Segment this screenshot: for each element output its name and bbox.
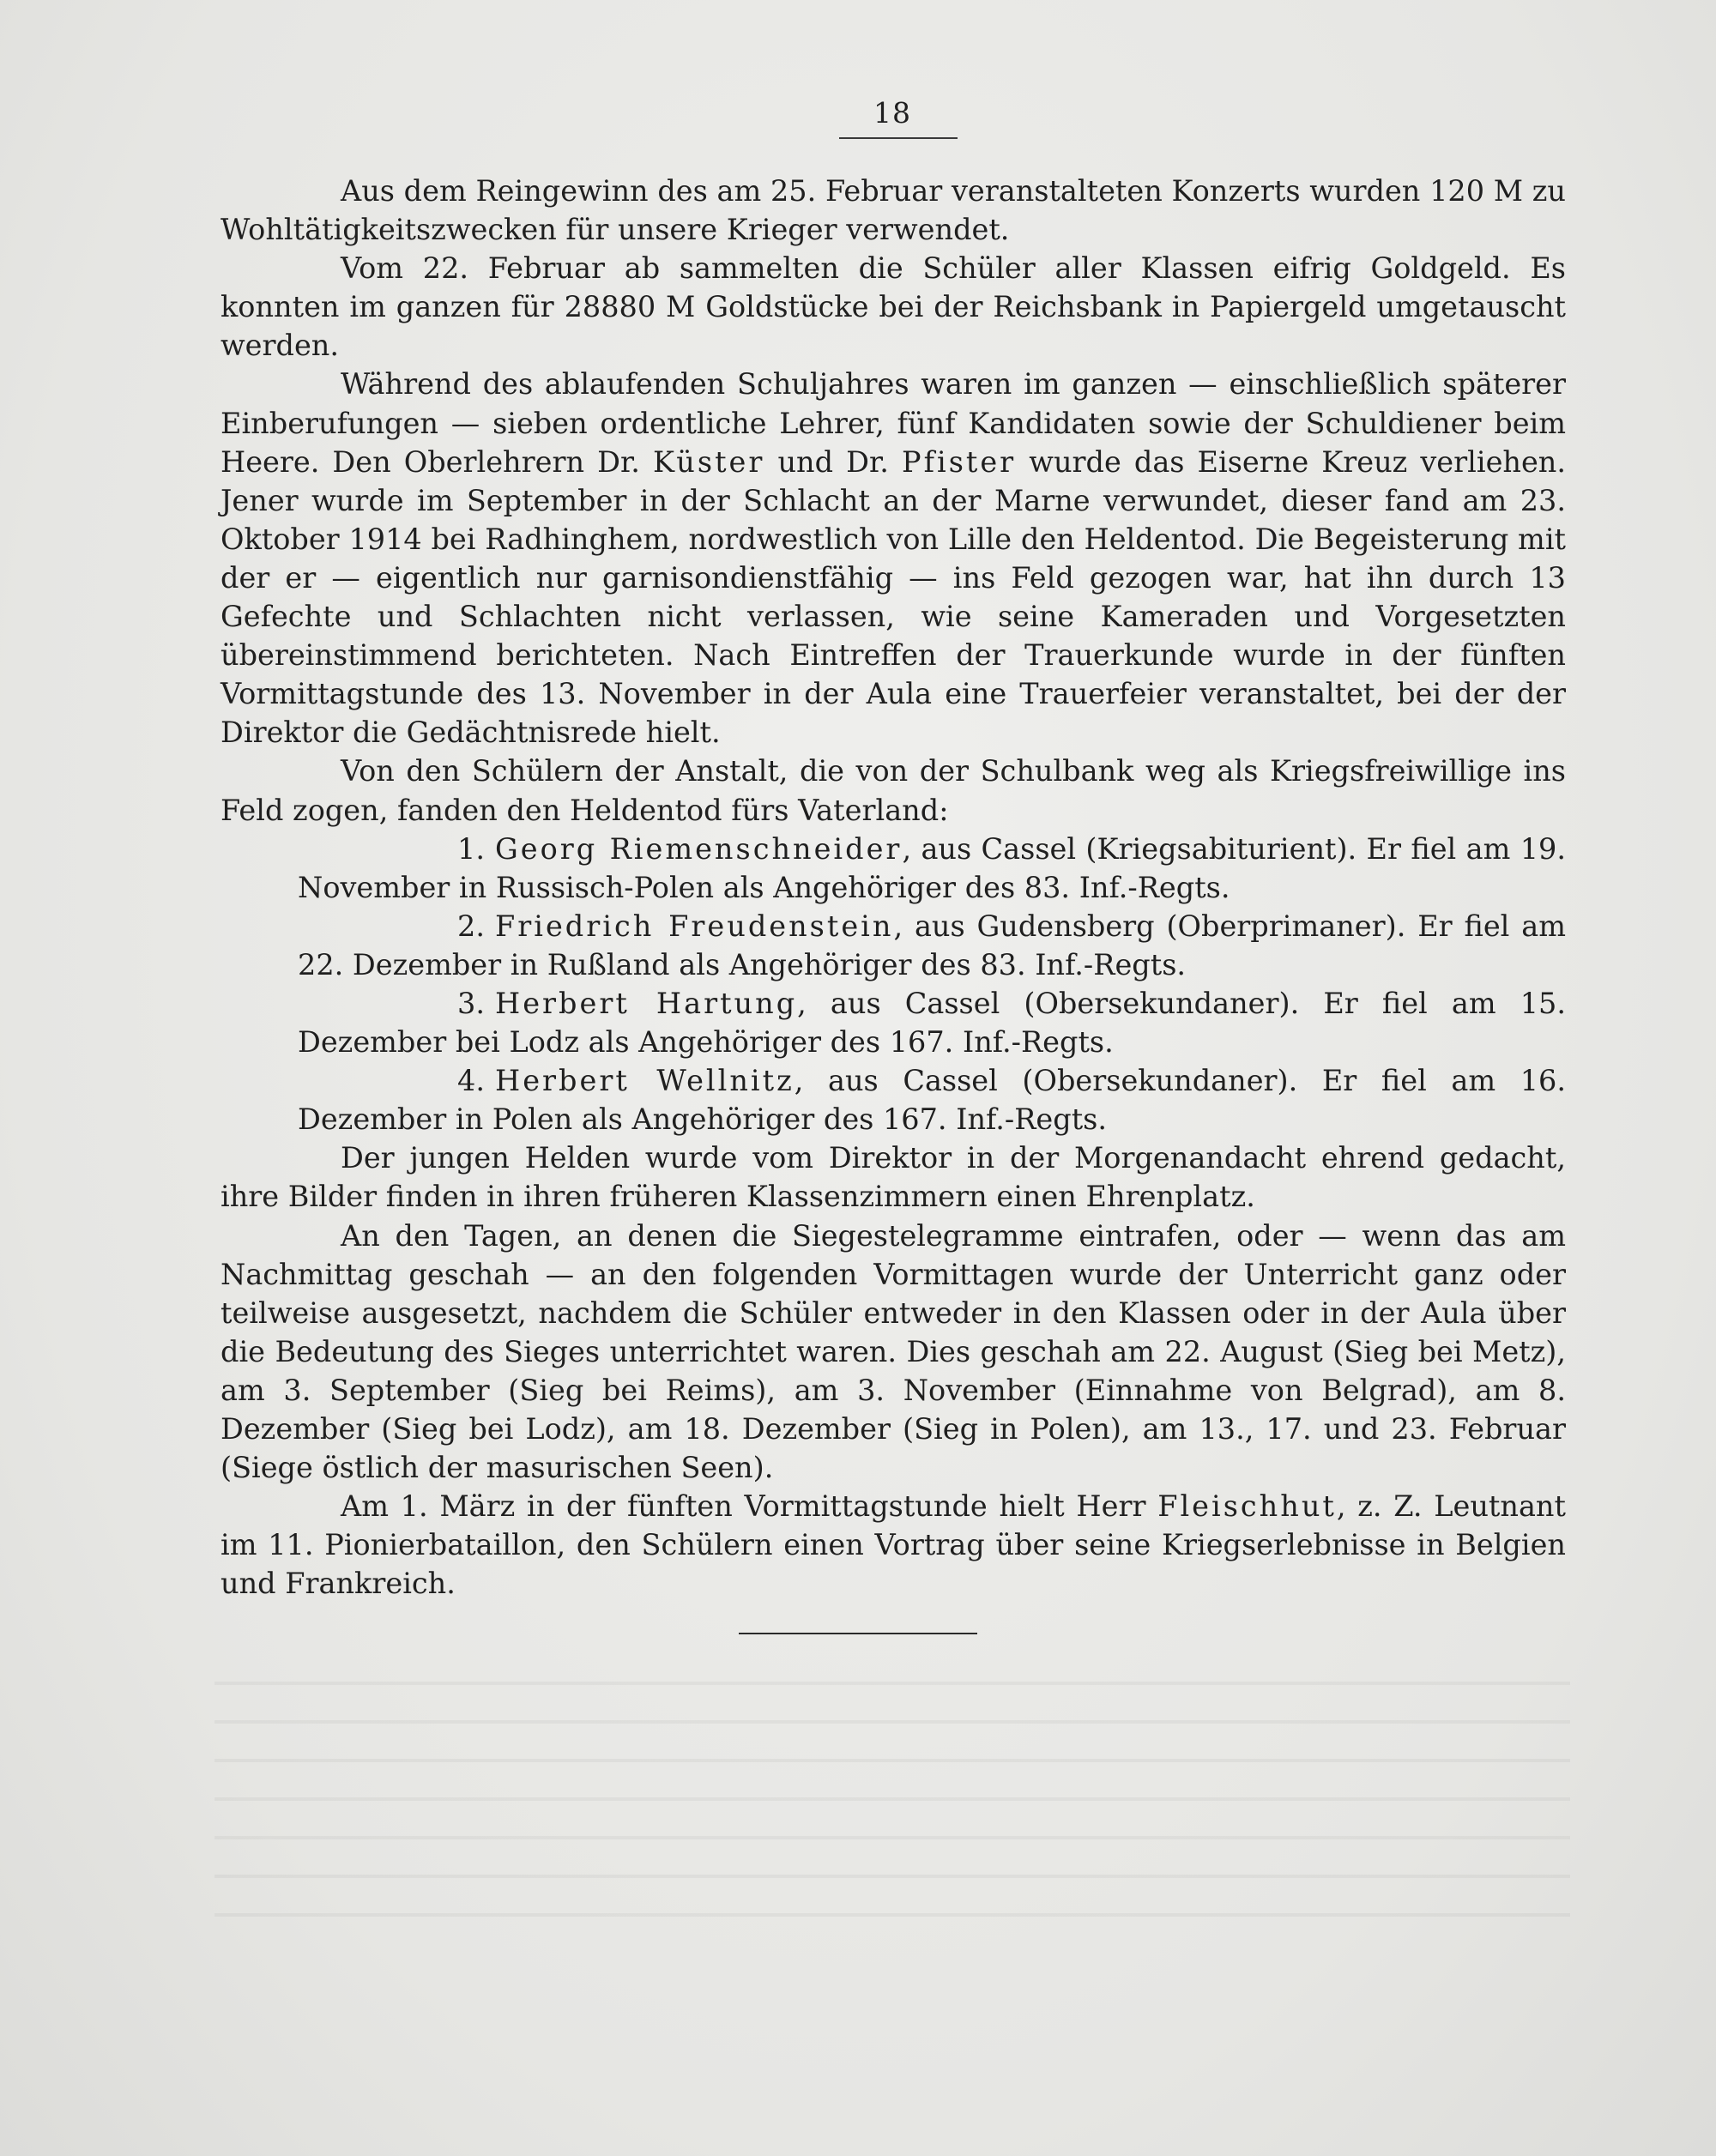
page-number: 18	[873, 96, 911, 130]
list-item-number: 4.	[457, 1064, 485, 1098]
paragraph-volunteers: Von den Schülern der Anstalt, die von der Schulbank weg als Kriegsfreiwillige ins Feld zogen, fanden den Heldentod fürs Vaterland:	[221, 754, 1566, 827]
list-item-text: , aus Gudensberg (Oberprimaner). Er fiel am 22. Dezember in Rußland als Angehöriger des 83. Inf.-Regts.	[298, 909, 1566, 981]
paragraph-teachers-text-a: Während des ablaufenden Schuljahres waren im ganzen — einschließlich späterer Einberufungen — sieben ordentliche Lehrer, fünf Kandidaten sowie der Schuldiener beim Heere. Den Oberlehrern Dr.	[221, 367, 1566, 479]
list-item-name: Herbert Hartung	[495, 986, 798, 1020]
list-item	[221, 984, 1566, 1061]
name-pfister: Pfister	[902, 444, 1017, 479]
paragraph-lecture	[221, 1487, 1566, 1603]
list-item	[221, 1061, 1566, 1138]
paragraph-gold: Vom 22. Februar ab sammelten die Schüler aller Klassen eifrig Goldgeld. Es konnten im ganzen für 28880 M Goldstücke bei der Reichsbank in Papiergeld umgetauscht werden.	[221, 251, 1566, 363]
list-item	[221, 830, 1566, 907]
body-text	[221, 172, 1566, 1603]
name-kuester: Küster	[653, 444, 765, 479]
list-item	[221, 907, 1566, 984]
list-item-name: Georg Riemenschneider	[495, 831, 903, 866]
paragraph-teachers	[221, 365, 1566, 752]
paragraph-lecture-text-b: , z. Z. Leutnant im 11. Pionierbataillon, den Schülern einen Vortrag über seine Kriegserlebnisse in Belgien und Frankreich.	[221, 1489, 1566, 1601]
name-fleischhut: Fleischhut	[1157, 1489, 1337, 1524]
bleed-through	[214, 1656, 1570, 1930]
paragraph-memorial: Der jungen Helden wurde vom Direktor in der Morgenandacht ehrend gedacht, ihre Bilder finden in ihren früheren Klassenzimmern einen Ehrenplatz.	[221, 1141, 1566, 1214]
end-rule	[739, 1633, 977, 1634]
list-item-name: Herbert Wellnitz	[495, 1064, 795, 1098]
page-number-rule	[839, 137, 958, 139]
paragraph-teachers-text-c: wurde das Eiserne Kreuz verliehen. Jener wurde im September in der Schlacht an der Marne verwundet, dieser fand am 23. Oktober 1914 bei Radhinghem, nordwestlich von Lille den Heldentod. Die Begeisterung mit der er — eigentlich nur garnisondienstfähig — ins Feld gezogen war, hat ihn durch 13 Gefechte und Schlachten nicht verlassen, wie seine Kameraden und Vorgesetzten übereinstimmend berichteten. Nach Eintreffen der Trauerkunde wurde in der fünften Vormittagstunde des 13. November in der Aula eine Trauerfeier veranstaltet, bei der der Direktor die Gedächtnisrede hielt.	[221, 444, 1567, 750]
list-item-name: Friedrich Freudenstein	[495, 909, 894, 943]
paragraph-concert: Aus dem Reingewinn des am 25. Februar veranstalteten Konzerts wurden 120 M zu Wohltätigkeitszwecken für unsere Krieger verwendet.	[221, 174, 1566, 247]
paragraph-lecture-text-a: Am 1. März in der fünften Vormittagstunde hielt Herr	[341, 1489, 1146, 1524]
list-item-text: , aus Cassel (Kriegsabiturient). Er fiel am 19. November in Russisch-Polen als Angehöriger des 83. Inf.-Regts.	[298, 831, 1567, 904]
paragraph-teachers-text-b: und Dr.	[777, 444, 889, 479]
list-item-number: 1.	[457, 831, 485, 866]
list-item-number: 2.	[457, 909, 485, 943]
list-item-number: 3.	[457, 986, 485, 1020]
list-item-text: , aus Cassel (Obersekundaner). Er fiel am 15. Dezember bei Lodz als Angehöriger des 167. Inf.-Regts.	[298, 986, 1566, 1060]
list-item-text: , aus Cassel (Obersekundaner). Er fiel am 16. Dezember in Polen als Angehöriger des 167. Inf.-Regts.	[298, 1064, 1566, 1137]
paragraph-victories: An den Tagen, an denen die Siegestelegramme eintrafen, oder — wenn das am Nachmittag geschah — an den folgenden Vormittagen wurde der Unterricht ganz oder teilweise ausgesetzt, nachdem die Schüler entweder in den Klassen oder in der Aula über die Bedeutung des Sieges unterrichtet waren. Dies geschah am 22. August (Sieg bei Metz), am 3. September (Sieg bei Reims), am 3. November (Einnahme von Belgrad), am 8. Dezember (Sieg bei Lodz), am 18. Dezember (Sieg in Polen), am 13., 17. und 23. Februar (Siege östlich der masurischen Seen).	[221, 1218, 1566, 1485]
